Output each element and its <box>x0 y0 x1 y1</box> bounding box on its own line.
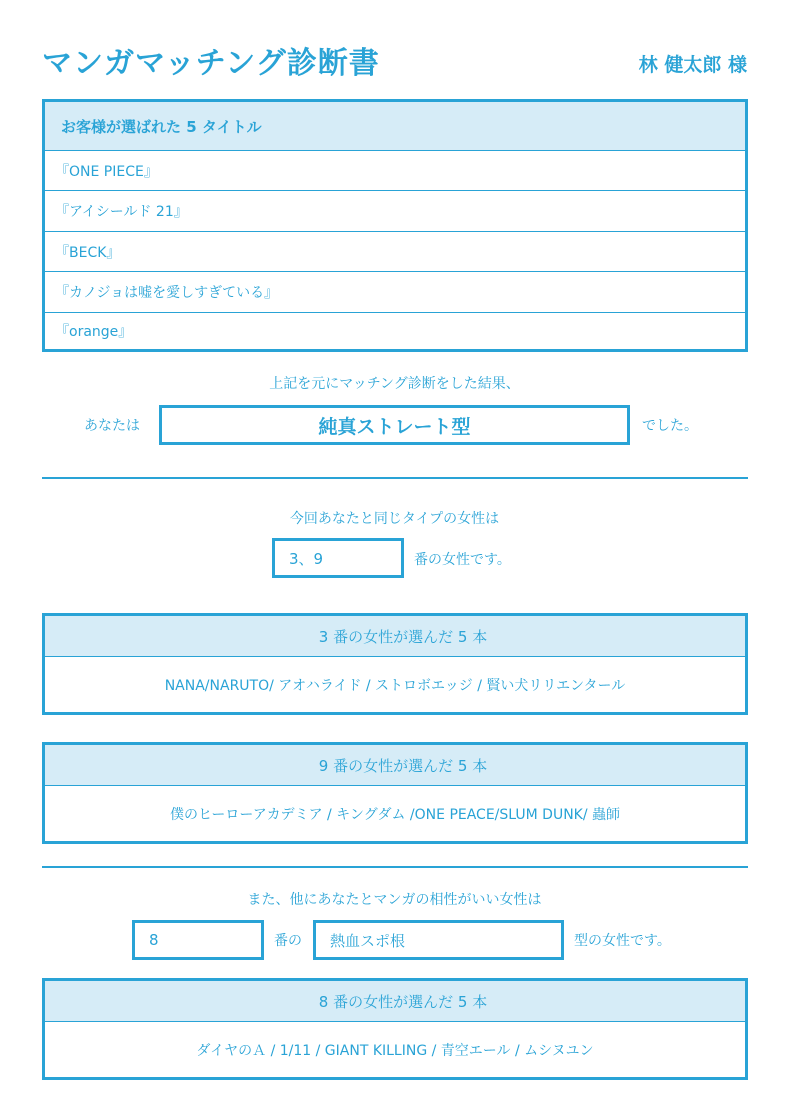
result-type-field <box>159 405 630 445</box>
compatible-type-field <box>313 920 564 960</box>
title-row: 『アイシールド 21』 <box>45 190 745 231</box>
woman-8-picks: ダイヤのＡ / 1/11 / GIANT KILLING / 青空エール / ムシヌユン <box>45 1021 745 1077</box>
woman-3-heading: 3 番の女性が選んだ 5 本 <box>45 616 745 656</box>
divider <box>42 866 748 868</box>
title-row: 『BECK』 <box>45 231 745 271</box>
title-row: 『orange』 <box>45 312 745 349</box>
woman-9-table <box>42 742 748 844</box>
selected-titles-table <box>42 99 748 352</box>
compatible-mid: 番の <box>274 933 302 949</box>
same-type-intro: 今回あなたと同じタイプの女性は <box>289 511 500 527</box>
title-row: 『ONE PIECE』 <box>45 150 745 190</box>
compatible-suffix: 型の女性です。 <box>574 933 671 949</box>
same-type-number-field <box>272 538 404 578</box>
compatible-number-field <box>132 920 264 960</box>
customer-name: 林 健太郎 様 <box>638 54 747 76</box>
compatible-intro: また、他にあなたとマンガの相性がいい女性は <box>247 892 542 908</box>
same-type-numbers: 3、9 <box>289 549 324 568</box>
result-intro: 上記を元にマッチング診断をした結果、 <box>269 376 520 392</box>
selected-titles-heading: お客様が選ばれた 5 タイトル <box>45 102 745 150</box>
compatible-type: 熱血スポ根 <box>330 931 406 950</box>
divider <box>42 477 748 479</box>
page-title: マンガマッチング診断書 <box>42 46 380 81</box>
woman-9-picks: 僕のヒーローアカデミア / キングダム /ONE PEACE/SLUM DUNK/ 蟲師 <box>45 785 745 841</box>
woman-8-heading: 8 番の女性が選んだ 5 本 <box>45 981 745 1021</box>
woman-3-table <box>42 613 748 715</box>
result-suffix: でした。 <box>642 418 698 434</box>
woman-8-table <box>42 978 748 1080</box>
woman-3-picks: NANA/NARUTO/ アオハライド / ストロボエッジ / 賢い犬リリエンタール <box>45 656 745 712</box>
compatible-number: 8 <box>149 931 159 949</box>
title-row: 『カノジョは嘘を愛しすぎている』 <box>45 271 745 312</box>
same-type-suffix: 番の女性です。 <box>414 552 511 568</box>
result-type-value: 純真ストレート型 <box>318 415 471 438</box>
result-prefix: あなたは <box>84 418 140 434</box>
woman-9-heading: 9 番の女性が選んだ 5 本 <box>45 745 745 785</box>
